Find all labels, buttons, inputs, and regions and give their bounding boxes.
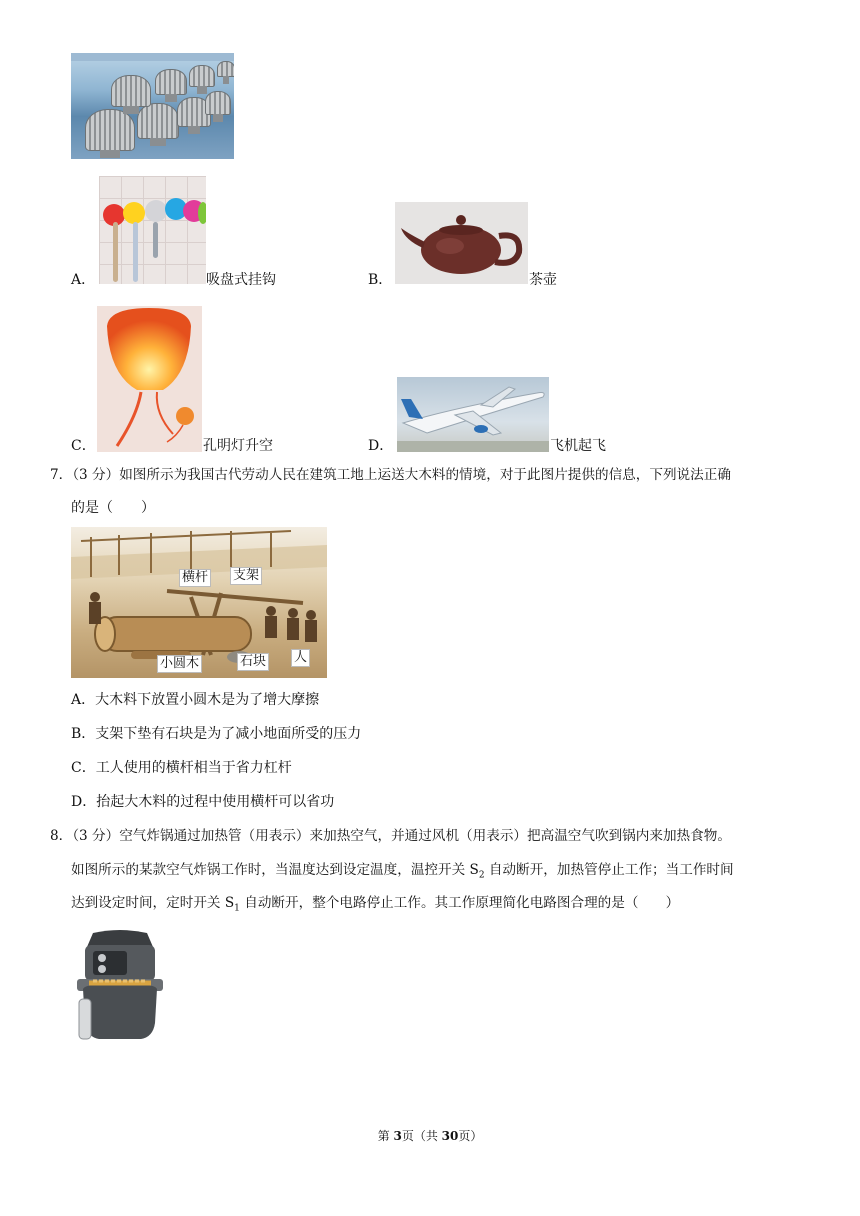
airplane-drawing xyxy=(397,377,549,452)
footer-page-number: 3 xyxy=(393,1129,402,1143)
timber-transport-image xyxy=(71,527,327,678)
sky-lantern-image xyxy=(97,306,202,452)
q7-option-b: B．支架下垫有石块是为了减小地面所受的压力 xyxy=(71,726,362,742)
q8-line2-end: 自动断开，加热管停止工作；当工作时间 xyxy=(484,862,734,878)
rooftop-ventilators-image xyxy=(71,53,234,159)
teapot-image xyxy=(395,202,528,284)
footer-prefix: 第 xyxy=(377,1129,394,1143)
q8-line3-subscript: 1 xyxy=(234,903,240,914)
q8-line3-end: 自动断开，整个电路停止工作。其工作原理简化电路图合理的是（ ） xyxy=(239,895,680,911)
teapot-drawing xyxy=(395,202,528,284)
option-b-caption: 茶壶 xyxy=(529,272,557,288)
q7-stem-line2: 的是（ ） xyxy=(71,500,155,516)
option-d-caption: 飞机起飞 xyxy=(550,438,606,454)
option-b-letter: B． xyxy=(368,272,393,288)
airplane-image xyxy=(397,377,549,452)
page-footer xyxy=(0,1126,860,1146)
option-a-caption: 吸盘式挂钩 xyxy=(206,272,276,288)
footer-suffix: 页） xyxy=(458,1129,483,1143)
sky-lantern-drawing xyxy=(97,306,202,452)
q8-line2-subscript: 2 xyxy=(478,870,485,881)
label-stone: 石块 xyxy=(237,653,269,671)
air-fryer-drawing xyxy=(71,927,169,1047)
q8-stem-line3 xyxy=(71,893,679,919)
label-support: 支架 xyxy=(230,567,262,585)
footer-total-pages: 30 xyxy=(441,1129,459,1143)
option-d-letter: D． xyxy=(368,438,394,454)
option-c-caption: 孔明灯升空 xyxy=(203,438,273,454)
option-a-letter: A． xyxy=(71,272,96,288)
label-crossbar: 横杆 xyxy=(179,569,211,587)
footer-middle: 页（共 xyxy=(401,1129,442,1143)
label-small-log: 小圆木 xyxy=(157,655,202,673)
label-person: 人 xyxy=(291,649,310,667)
option-c-letter: C． xyxy=(71,438,96,454)
air-fryer-image xyxy=(71,927,169,1047)
q8-stem-line1: 8．（3 分）空气炸锅通过加热管（用表示）来加热空气，并通过风机（用表示）把高温空气吹到锅内来加热食物。 xyxy=(50,828,731,844)
q8-line3-text: 达到设定时间，定时开关 S xyxy=(71,895,235,911)
q7-stem-line1: 7．（3 分）如图所示为我国古代劳动人民在建筑工地上运送大木料的情境，对于此图片提供的信息，下列说法正确 xyxy=(50,467,731,483)
q7-option-a: A．大木料下放置小圆木是为了增大摩擦 xyxy=(71,692,320,708)
q7-option-c: C．工人使用的横杆相当于省力杠杆 xyxy=(71,760,292,776)
q8-line2-text: 如图所示的某款空气炸锅工作时，当温度达到设定温度，温控开关 S xyxy=(71,862,479,878)
q7-option-d: D．抬起大木料的过程中使用横杆可以省功 xyxy=(71,794,335,810)
q8-stem-line2 xyxy=(71,860,734,886)
suction-hooks-image xyxy=(99,176,206,284)
